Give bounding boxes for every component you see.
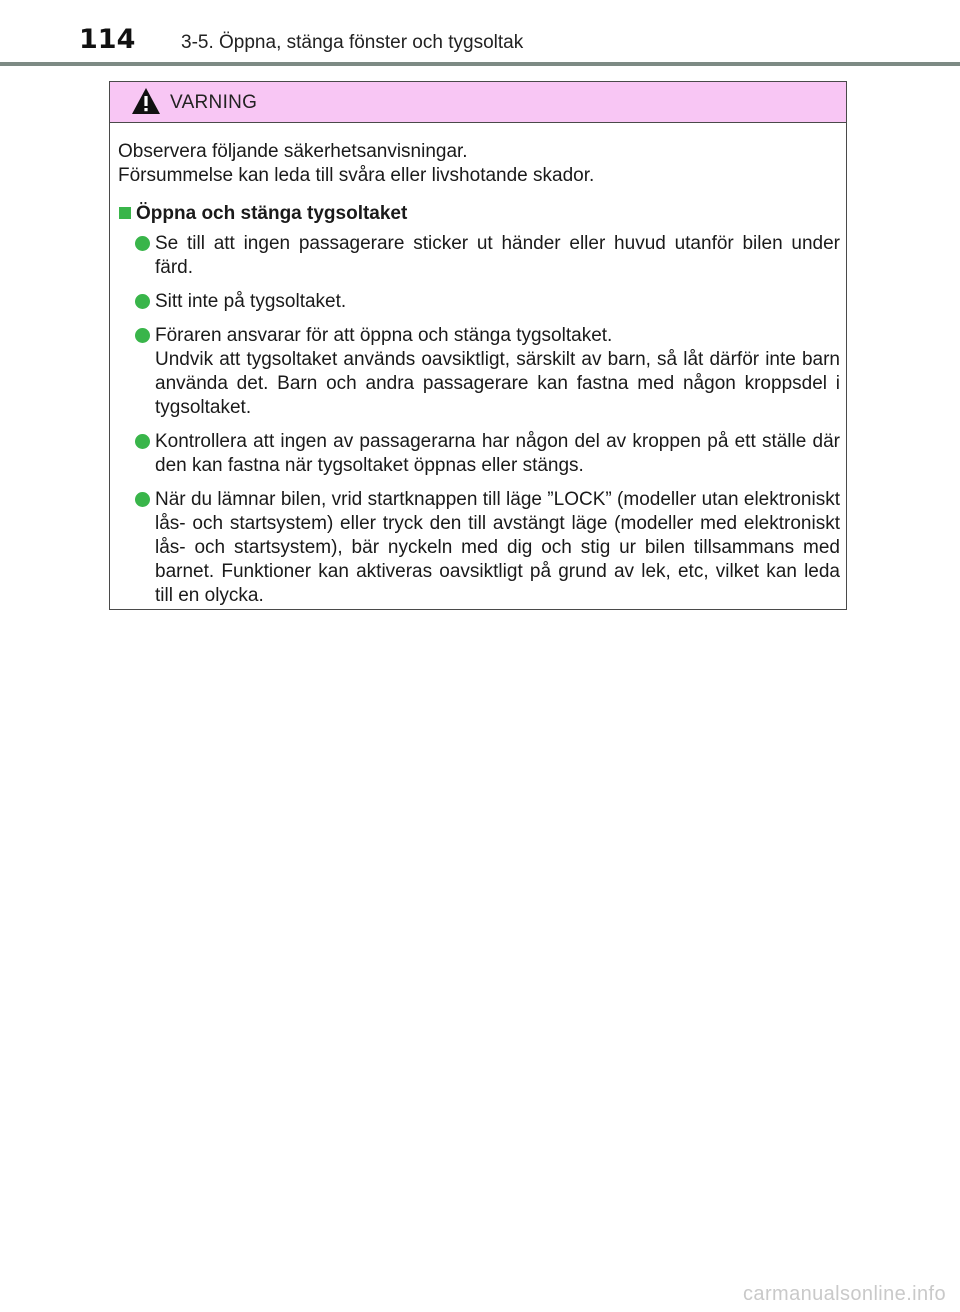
list-item	[118, 488, 840, 608]
warning-triangle-icon	[131, 87, 161, 115]
watermark: carmanualsonline.info	[743, 1283, 946, 1305]
warning-intro	[118, 140, 840, 188]
list-item-text: När du lämnar bilen, vrid startknappen till läge ”LOCK” (modeller utan elektroniskt lås- och startsystem) eller tryck den till avstängt läge (modeller med elektroniskt lås- och startsystem), bär nyckeln med dig och stig ur bilen tillsammans med barnet. Funktioner kan aktiveras oavsiktligt på grund av lek, etc, vilket kan leda till en olycka.	[155, 489, 840, 606]
round-bullet-icon	[135, 236, 150, 251]
topic-heading	[118, 202, 840, 226]
round-bullet-icon	[135, 328, 150, 343]
list-item-text: Kontrollera att ingen av passagerarna har någon del av kroppen på ett ställe där den kan fastna när tygsoltaket öppnas eller stängs.	[155, 431, 840, 476]
list-item-text: Undvik att tygsoltaket används oavsiktligt, särskilt av barn, så låt därför inte barn använda det. Barn och andra passagerare kan fastna med någon kroppsdel i tygsoltaket.	[155, 349, 840, 418]
header-rule	[0, 62, 960, 66]
round-bullet-icon	[135, 434, 150, 449]
list-item	[118, 232, 840, 280]
list-item-text: Sitt inte på tygsoltaket.	[155, 291, 347, 312]
warning-body	[118, 140, 840, 608]
list-item	[118, 324, 840, 420]
round-bullet-icon	[135, 294, 150, 309]
list-item-text: Se till att ingen passagerare sticker ut händer eller huvud utanför bilen under färd.	[155, 233, 840, 278]
warning-label: VARNING	[170, 92, 258, 113]
page-header	[0, 0, 960, 70]
list-item-text: Föraren ansvarar för att öppna och stänga tygsoltaket.	[155, 325, 613, 346]
section-title: 3-5. Öppna, stänga fönster och tygsoltak	[181, 32, 524, 53]
list-item	[118, 290, 840, 314]
warning-header	[110, 82, 846, 123]
square-bullet-icon	[119, 207, 131, 219]
topic-heading-text: Öppna och stänga tygsoltaket	[136, 203, 408, 224]
warning-list	[118, 232, 840, 608]
list-item	[118, 430, 840, 478]
warning-box	[109, 81, 847, 610]
intro-line: Försummelse kan leda till svåra eller livshotande skador.	[118, 165, 595, 186]
round-bullet-icon	[135, 492, 150, 507]
intro-line: Observera följande säkerhetsanvisningar.	[118, 141, 468, 162]
page-number: 114	[79, 24, 136, 55]
